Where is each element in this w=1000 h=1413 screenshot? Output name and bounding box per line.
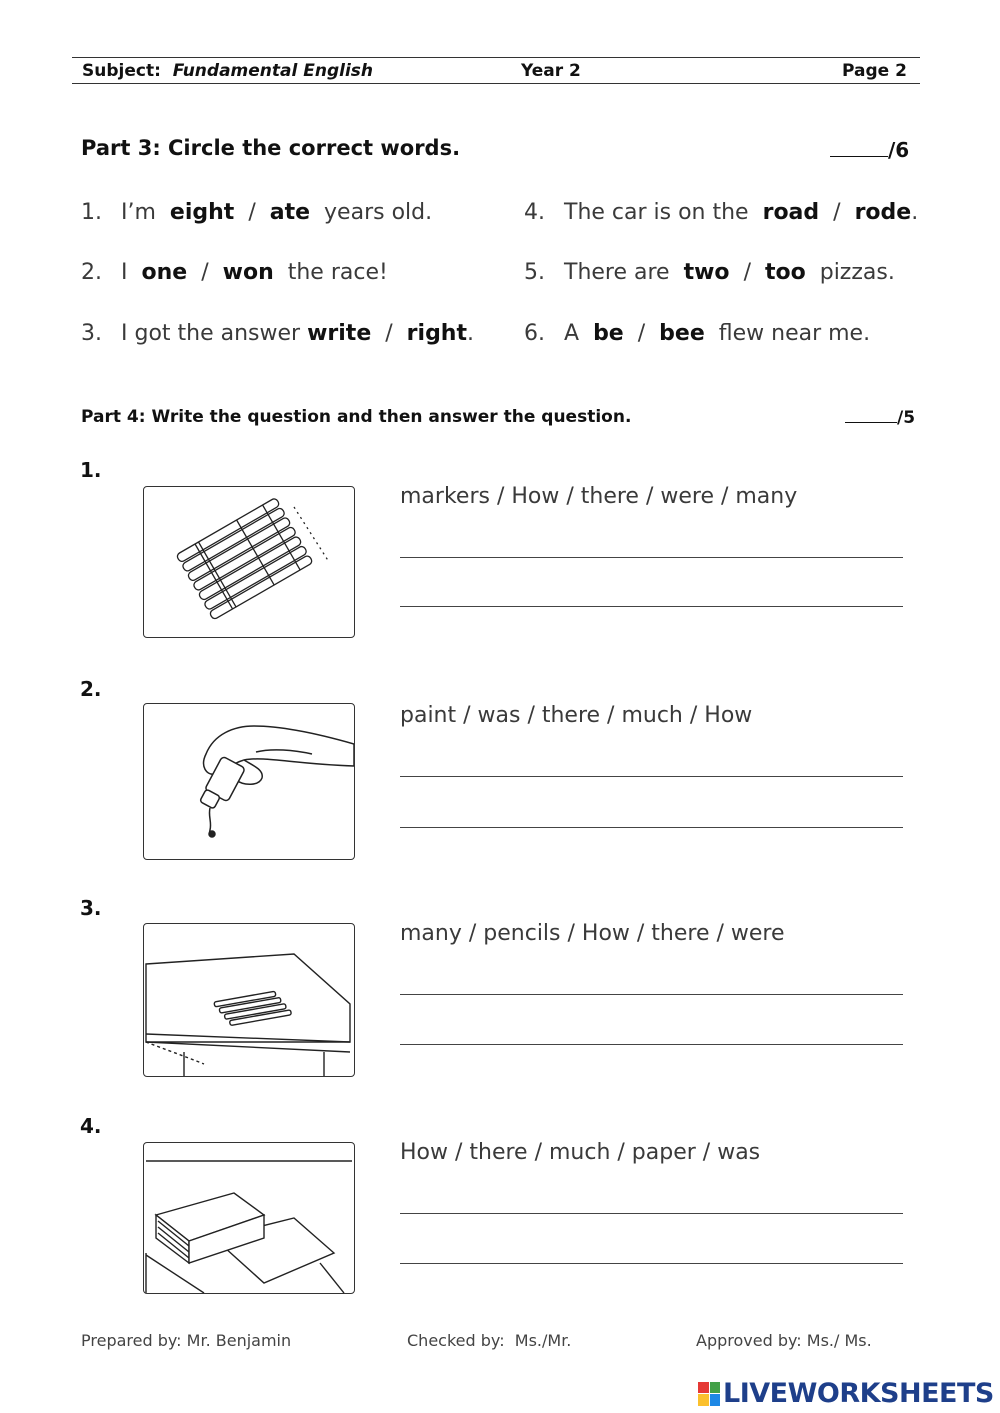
pencils-picture: [143, 923, 355, 1077]
option-word[interactable]: rode: [854, 200, 912, 225]
option-word[interactable]: won: [222, 260, 274, 285]
footer-approved-name: Ms./ Ms.: [806, 1331, 872, 1350]
option-word[interactable]: right: [406, 321, 467, 346]
part4-title: Part 4: Write the question and then answer the question.: [81, 407, 632, 427]
answer-line[interactable]: [400, 557, 903, 558]
question-number: 1.: [80, 458, 102, 482]
answer-line[interactable]: [400, 776, 903, 777]
option-word[interactable]: road: [762, 200, 820, 225]
footer-prepared-label: Prepared by:: [81, 1331, 182, 1350]
part3-item: 1. I’m eight / ate years old.: [81, 200, 433, 225]
answer-line[interactable]: [400, 827, 903, 828]
footer-approved-by: [696, 1331, 872, 1350]
question-number: 3.: [80, 896, 102, 920]
option-word[interactable]: ate: [269, 200, 311, 225]
question-number: 2.: [80, 677, 102, 701]
question-words: markers / How / there / were / many: [400, 484, 798, 509]
liveworksheets-brand[interactable]: [698, 1378, 994, 1409]
answer-line[interactable]: [400, 1044, 903, 1045]
part3-item: 3. I got the answer write / right.: [81, 321, 474, 346]
part4-score: [845, 408, 915, 428]
header-year: Year 2: [521, 61, 581, 81]
option-word[interactable]: eight: [169, 200, 235, 225]
option-word[interactable]: write: [307, 321, 372, 346]
part4-score-total: /5: [897, 408, 916, 428]
part3-item: 4. The car is on the road / rode.: [524, 200, 919, 225]
pencils-drawing: [144, 924, 354, 1076]
question-words: many / pencils / How / there / were: [400, 921, 785, 946]
part3-title: Part 3: Circle the correct words.: [81, 136, 461, 160]
header-subject: [82, 61, 373, 81]
part3-item: 6. A be / bee flew near me.: [524, 321, 871, 346]
liveworksheets-logo-icon: [698, 1382, 720, 1406]
header-subject-value: Fundamental English: [172, 61, 373, 81]
part3-item: 5. There are two / too pizzas.: [524, 260, 895, 285]
paper-drawing: [144, 1143, 354, 1293]
footer-prepared-name: Mr. Benjamin: [186, 1331, 292, 1350]
option-word[interactable]: be: [593, 321, 624, 346]
answer-line[interactable]: [400, 606, 903, 607]
answer-line[interactable]: [400, 1213, 903, 1214]
header-page: Page 2: [842, 61, 907, 81]
brand-name: LIVEWORKSHEETS: [723, 1378, 994, 1409]
question-words: How / there / much / paper / was: [400, 1140, 761, 1165]
footer-checked-label: Checked by:: [407, 1331, 505, 1350]
footer-prepared-by: [81, 1331, 291, 1350]
option-word[interactable]: bee: [659, 321, 705, 346]
answer-line[interactable]: [400, 1263, 903, 1264]
paper-picture: [143, 1142, 355, 1294]
option-word[interactable]: two: [683, 260, 730, 285]
paint-picture: [143, 703, 355, 860]
option-word[interactable]: too: [764, 260, 806, 285]
part3-item: 2. I one / won the race!: [81, 260, 388, 285]
markers-picture: [143, 486, 355, 638]
part3-score-total: /6: [888, 138, 910, 162]
question-words: paint / was / there / much / How: [400, 703, 753, 728]
answer-line[interactable]: [400, 994, 903, 995]
footer-checked-by: [407, 1331, 571, 1350]
footer-approved-label: Approved by:: [696, 1331, 802, 1350]
question-number: 4.: [80, 1114, 102, 1138]
part3-score: [830, 138, 909, 162]
header-subject-label: Subject:: [82, 61, 161, 81]
markers-drawing: [144, 487, 354, 637]
footer-checked-name: Ms./Mr.: [514, 1331, 572, 1350]
paint-drawing: [144, 704, 354, 859]
option-word[interactable]: one: [141, 260, 188, 285]
header-top-rule: [72, 57, 920, 58]
header-bottom-rule: [72, 83, 920, 84]
